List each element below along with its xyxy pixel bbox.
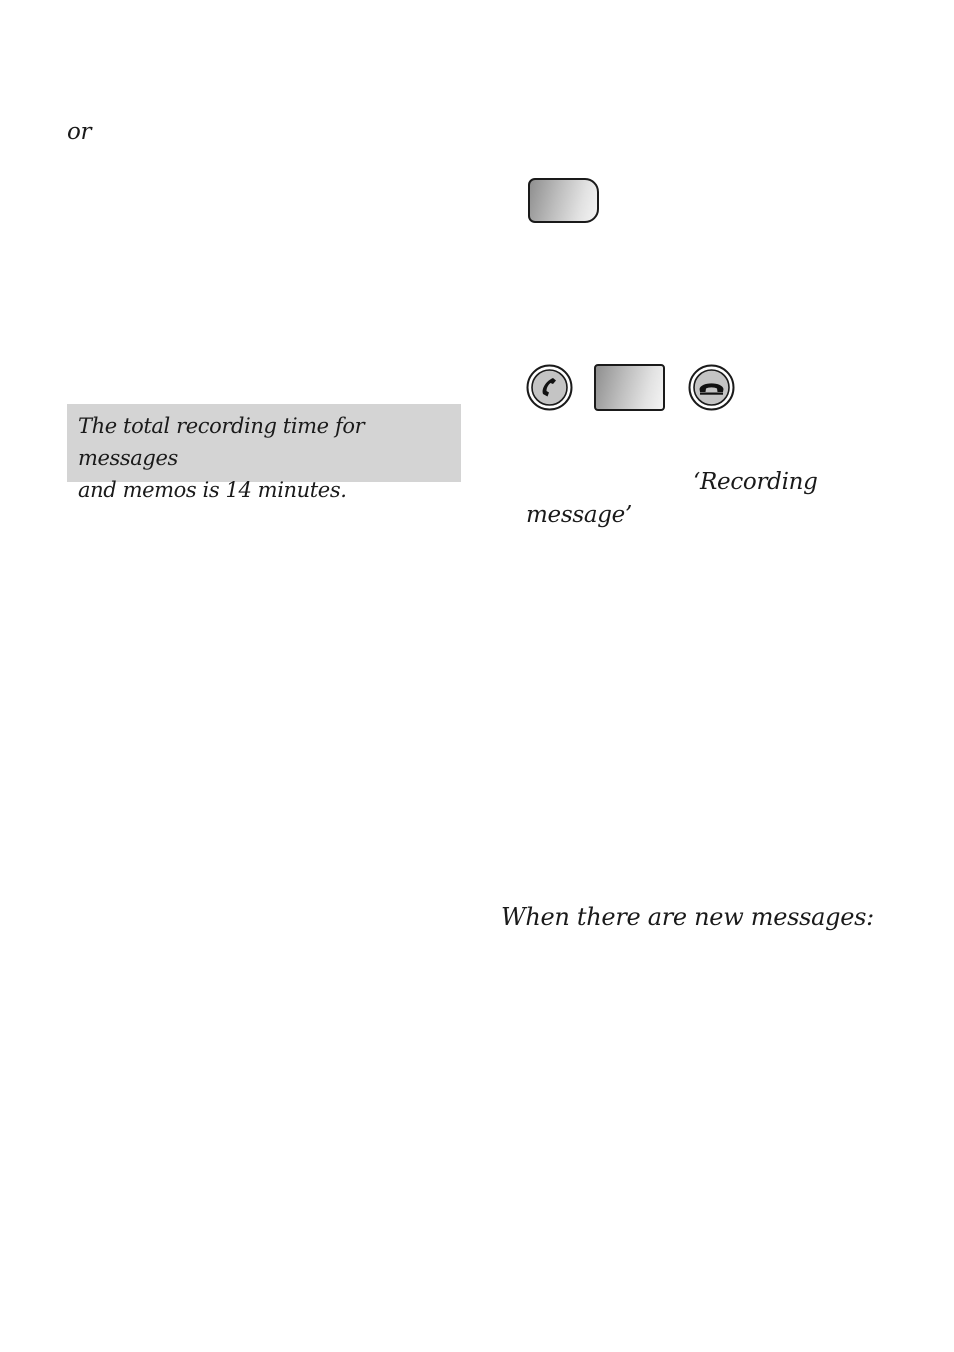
menu-key-icon [594,364,665,411]
tip-line-1: The total recording time for messages [78,414,365,470]
talk-key-icon [526,364,573,411]
end-call-key-icon [688,364,735,411]
recording-message-status: ‘Recording [693,469,818,495]
tip-line-2: and memos is 14 minutes. [78,478,347,502]
soft-key-icon [528,178,599,223]
recording-time-tip [67,404,461,502]
or-text: or [67,119,92,145]
recording-message-status-cont: message’ [526,502,632,528]
new-messages-heading: When there are new messages: [501,903,874,931]
